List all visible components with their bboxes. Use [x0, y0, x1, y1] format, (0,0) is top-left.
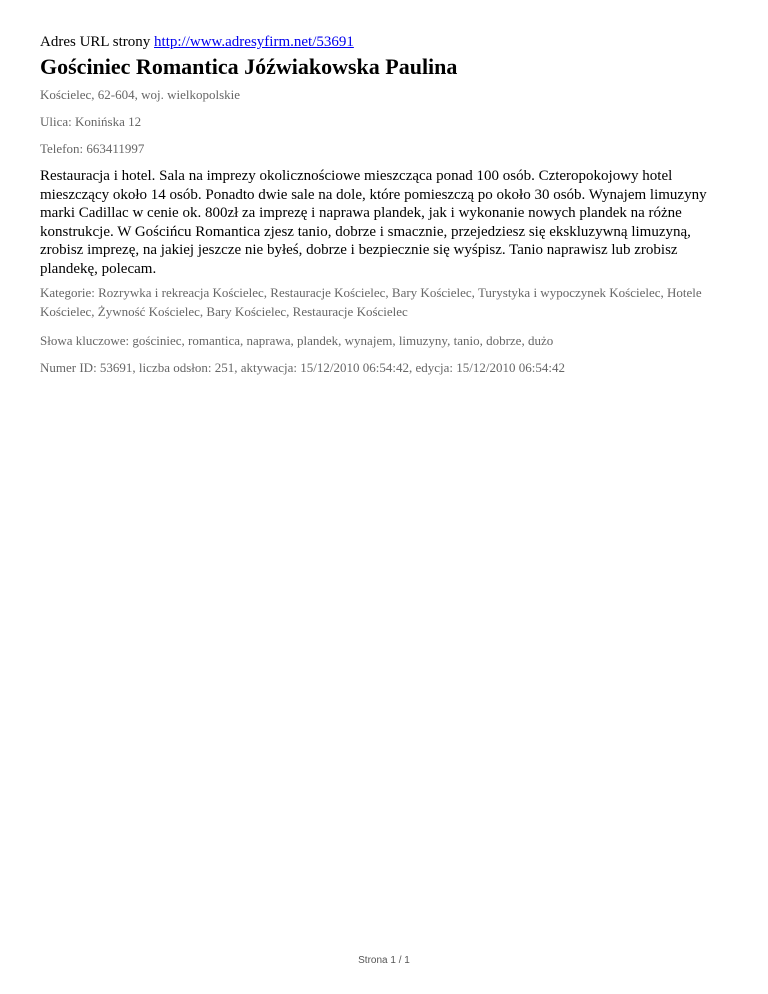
address-line: Kościelec, 62-604, woj. wielkopolskie [40, 87, 241, 102]
url-line [40, 32, 730, 52]
keywords-line: Słowa kluczowe: gościniec, romantica, naprawa, plandek, wynajem, limuzyny, tanio, dobrze, dużo [40, 333, 554, 348]
page-number: Strona 1 / 1 [358, 955, 410, 966]
url-label: Adres URL strony [40, 34, 151, 50]
street-line: Ulica: Konińska 12 [40, 114, 142, 129]
document-page [40, 32, 730, 386]
description-text: Restauracja i hotel. Sala na imprezy okolicznościowe mieszcząca ponad 100 osób. Czteropokojowy hotel mieszczący około 14 osób. Ponadto dwie sale na dole, które pomieszczą po około 30 osób. Wynajem limuzyny marki Cadillac w cenie ok. 800zł za imprezę i naprawa plandek, jak i wykonanie nowych plandek na różne konstrukcje. W Gościńcu Romantica zjesz tanio, dobrze i smacznie, przejedziesz się ekskluzywną limuzyną, zrobisz imprezę, na jakiej jeszcze nie byłeś, dobrze i bezpiecznie się wyśpisz. Tanio naprawisz lub zrobisz plandekę, polecam. [40, 168, 707, 277]
phone-line: Telefon: 663411997 [40, 141, 145, 156]
page-title: Gościniec Romantica Jóźwiakowska Paulina [40, 54, 458, 79]
categories-line: Kategorie: Rozrywka i rekreacja Kościelec, Restauracje Kościelec, Bary Kościelec, Turystyka i wypoczynek Kościelec, Hotele Kościelec, Żywność Kościelec, Bary Kościelec, Restauracje Kościelec [40, 285, 702, 319]
record-info-line: Numer ID: 53691, liczba odsłon: 251, aktywacja: 15/12/2010 06:54:42, edycja: 15/12/2010 06:54:42 [40, 360, 565, 375]
url-link[interactable]: http://www.adresyfirm.net/53691 [154, 34, 354, 50]
